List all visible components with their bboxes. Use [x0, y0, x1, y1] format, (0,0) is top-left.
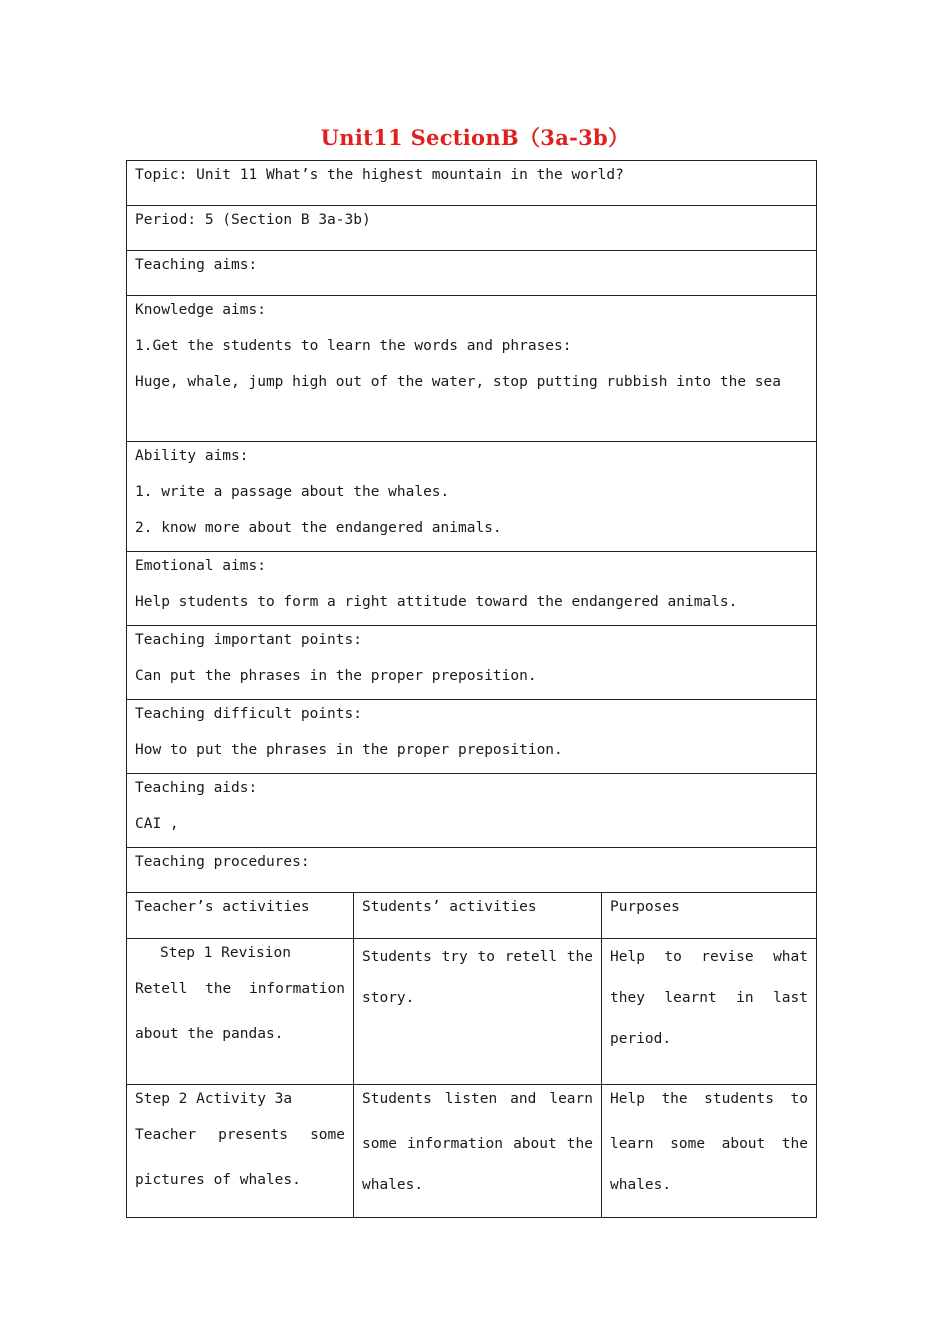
ability-item-2: 2. know more about the endangered animals.	[135, 520, 502, 536]
difficult-points-heading: Teaching difficult points:	[135, 706, 362, 722]
step2-teacher-line-2: pictures of whales.	[135, 1172, 301, 1188]
knowledge-line-1: 1.Get the students to learn the words and phrases:	[135, 338, 572, 354]
step1-purpose-cell	[602, 939, 817, 1085]
step1-purpose-line-1: Help to revise what	[610, 949, 808, 965]
topic-text: Topic: Unit 11 What’s the highest mountain in the world?	[135, 167, 624, 183]
step2-students-line-3: whales.	[362, 1177, 424, 1193]
step1-purpose-line-2: they learnt in last	[610, 990, 808, 1006]
knowledge-aims-heading: Knowledge aims:	[135, 302, 266, 318]
students-activities-label: Students’ activities	[362, 899, 537, 915]
important-points-row	[127, 626, 817, 700]
step2-row	[127, 1085, 817, 1218]
step2-students-line-1: Students listen and learn	[362, 1091, 593, 1107]
procedures-header-row	[127, 893, 817, 939]
emotional-aims-heading: Emotional aims:	[135, 558, 266, 574]
document-title: Unit11 SectionB（3a-3b）	[320, 125, 630, 150]
step2-students-cell	[354, 1085, 602, 1218]
ability-item-1: 1. write a passage about the whales.	[135, 484, 450, 500]
column-header-teacher	[127, 893, 354, 939]
step2-purpose-line-2: learn some about the	[610, 1136, 808, 1152]
step2-teacher-line-1: Teacher presents some	[135, 1127, 345, 1143]
lesson-plan-table	[126, 160, 817, 1218]
column-header-students	[354, 893, 602, 939]
knowledge-line-2: Huge, whale, jump high out of the water, stop putting rubbish into the sea	[135, 374, 782, 390]
step2-purpose-line-1: Help the students to	[610, 1091, 808, 1107]
teaching-aids-row	[127, 774, 817, 848]
step1-heading: Step 1 Revision	[160, 945, 291, 961]
step2-purpose-line-3: whales.	[610, 1177, 672, 1193]
step1-teacher-line-1: Retell the information	[135, 981, 345, 997]
step1-teacher-line-2: about the pandas.	[135, 1026, 284, 1042]
topic-row	[127, 161, 817, 206]
step1-students-line-1: Students try to retell the	[362, 949, 593, 965]
difficult-points-row	[127, 700, 817, 774]
teaching-aids-heading: Teaching aids:	[135, 780, 258, 796]
step1-students-cell	[354, 939, 602, 1085]
teaching-procedures-heading: Teaching procedures:	[135, 854, 310, 870]
important-points-text: Can put the phrases in the proper preposition.	[135, 668, 537, 684]
step2-teacher-cell	[127, 1085, 354, 1218]
column-header-purposes	[602, 893, 817, 939]
step1-teacher-cell	[127, 939, 354, 1085]
ability-aims-row	[127, 442, 817, 552]
step1-row	[127, 939, 817, 1085]
step2-purpose-cell	[602, 1085, 817, 1218]
ability-aims-heading: Ability aims:	[135, 448, 249, 464]
knowledge-aims-row	[127, 296, 817, 442]
emotional-aims-row	[127, 552, 817, 626]
step2-students-line-2: some information about the	[362, 1136, 593, 1152]
teaching-aims-heading: Teaching aims:	[135, 257, 258, 273]
teaching-aims-row	[127, 251, 817, 296]
purposes-label: Purposes	[610, 899, 680, 915]
period-row	[127, 206, 817, 251]
important-points-heading: Teaching important points:	[135, 632, 362, 648]
emotional-aims-text: Help students to form a right attitude toward the endangered animals.	[135, 594, 738, 610]
step1-students-line-2: story.	[362, 990, 415, 1006]
teaching-aids-text: CAI ,	[135, 816, 179, 832]
teaching-procedures-row	[127, 848, 817, 893]
step2-heading: Step 2 Activity 3a	[135, 1091, 293, 1107]
difficult-points-text: How to put the phrases in the proper preposition.	[135, 742, 563, 758]
step1-purpose-line-3: period.	[610, 1031, 672, 1047]
period-text: Period: 5 (Section B 3a-3b)	[135, 212, 371, 228]
teacher-activities-label: Teacher’s activities	[135, 899, 310, 915]
